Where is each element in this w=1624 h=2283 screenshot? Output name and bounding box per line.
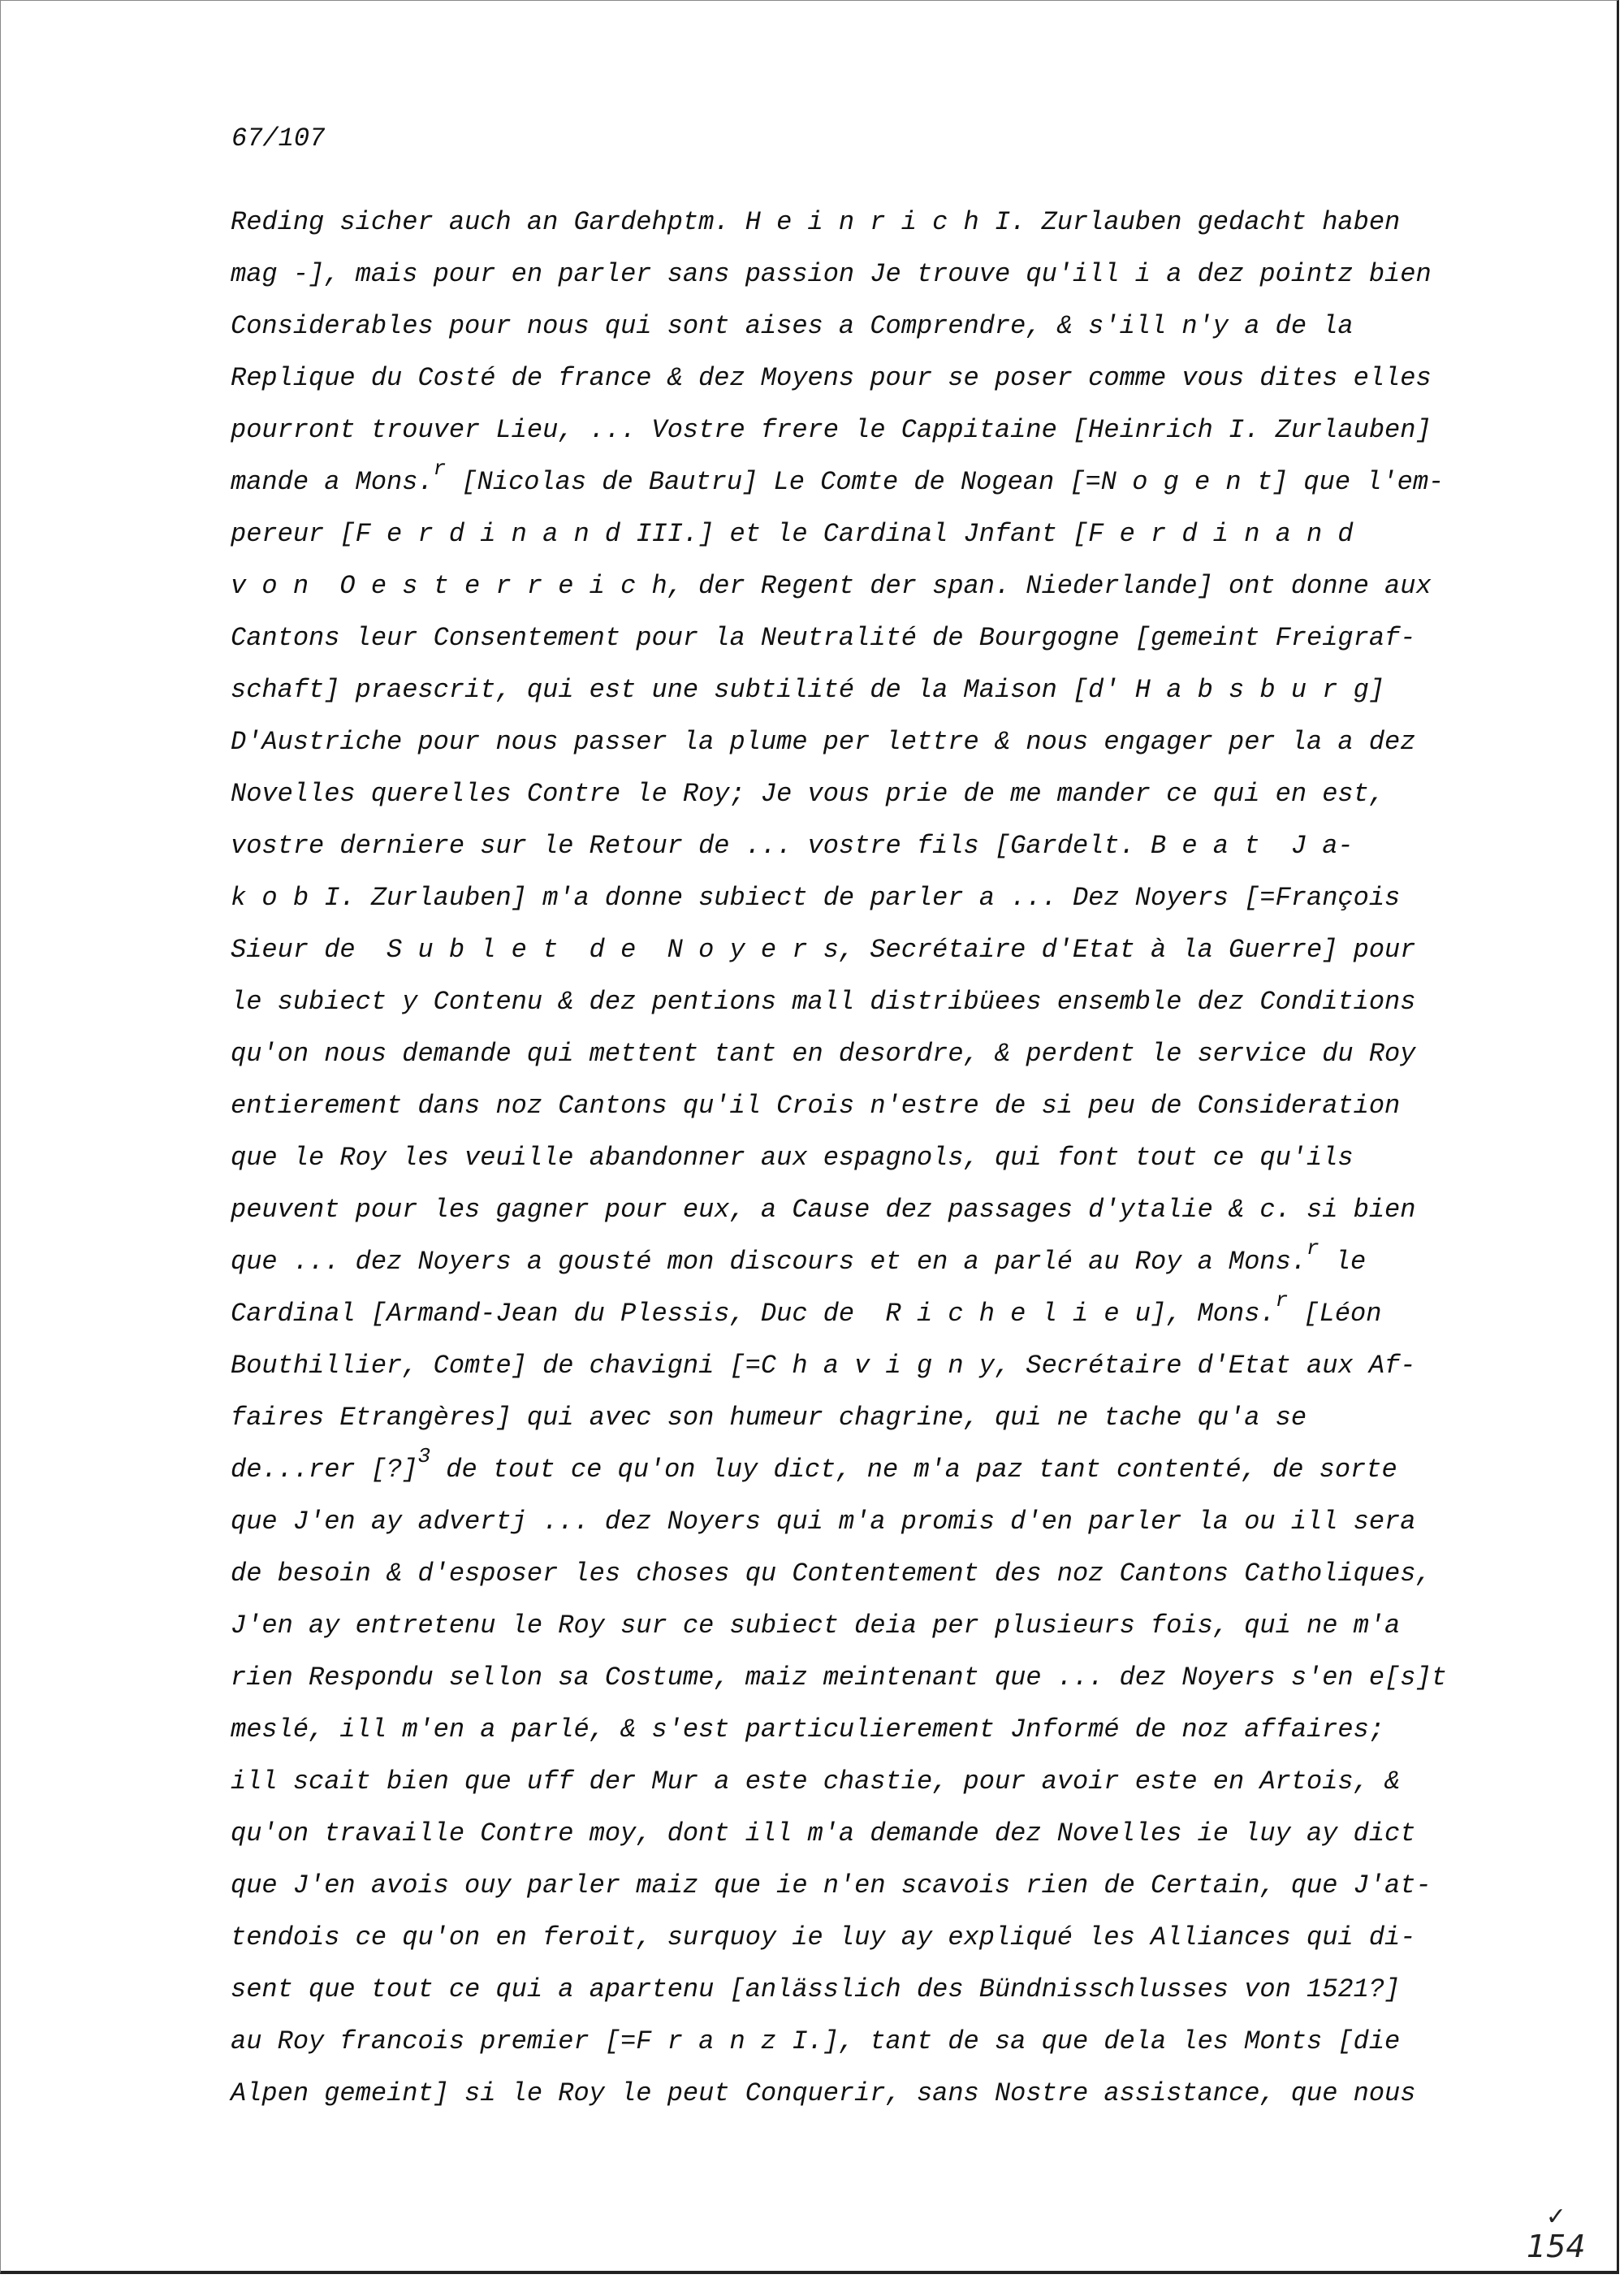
text-line bbox=[231, 508, 1562, 560]
page-number: 67/107 bbox=[231, 123, 326, 153]
text-line bbox=[231, 1860, 1562, 1912]
text-line bbox=[231, 820, 1562, 872]
text-segment: que J'en ay advertj ... dez Noyers qui m'a promis d'en parler la ou ill sera bbox=[231, 1507, 1416, 1537]
text-segment: entierement dans noz Cantons qu'il Crois n'estre de si peu de Consideration bbox=[231, 1091, 1401, 1121]
text-line bbox=[231, 612, 1562, 664]
text-segment: le subiect y Contenu & dez pentions mall distribüees ensemble dez Conditions bbox=[231, 987, 1416, 1017]
text-line bbox=[231, 2068, 1562, 2120]
text-line bbox=[231, 1548, 1562, 1600]
text-segment: Considerables pour nous qui sont aises a Comprendre, & s'ill n'y a de la bbox=[231, 311, 1354, 341]
text-line bbox=[231, 872, 1562, 924]
text-segment: que ... dez Noyers a gousté mon discours et en a parlé au Roy a Mons. bbox=[231, 1247, 1307, 1277]
text-line bbox=[231, 1028, 1562, 1080]
text-segment: pourront trouver Lieu, ... Vostre frere le Cappitaine [Heinrich I. Zurlauben] bbox=[231, 415, 1432, 445]
text-segment: au Roy francois premier [=F r a n z I.], tant de sa que dela les Monts [die bbox=[231, 2026, 1401, 2056]
text-segment: Sieur de S u b l e t d e N o y e r s, Secrétaire d'Etat à la Guerre] pour bbox=[231, 935, 1416, 965]
text-segment: qu'on nous demande qui mettent tant en desordre, & perdent le service du Roy bbox=[231, 1039, 1416, 1069]
text-segment: D'Austriche pour nous passer la plume per lettre & nous engager per la a dez bbox=[231, 727, 1416, 757]
text-line bbox=[231, 352, 1562, 404]
text-line bbox=[231, 664, 1562, 716]
text-line bbox=[231, 924, 1562, 976]
superscript: r bbox=[1307, 1236, 1320, 1260]
text-segment: peuvent pour les gagner pour eux, a Cause dez passages d'ytalie & c. si bien bbox=[231, 1195, 1416, 1225]
text-line bbox=[231, 1236, 1562, 1288]
text-segment: J'en ay entretenu le Roy sur ce subiect deia per plusieurs fois, qui ne m'a bbox=[231, 1611, 1401, 1641]
text-line bbox=[231, 404, 1562, 456]
text-line bbox=[231, 1704, 1562, 1756]
text-segment: rien Respondu sellon sa Costume, maiz meintenant que ... dez Noyers s'en e[s]t bbox=[231, 1663, 1447, 1693]
text-line bbox=[231, 1132, 1562, 1184]
text-line bbox=[231, 716, 1562, 768]
superscript: r bbox=[1275, 1288, 1289, 1312]
text-line bbox=[231, 249, 1562, 301]
text-segment: v o n O e s t e r r e i c h, der Regent der span. Niederlande] ont donne aux bbox=[231, 571, 1432, 601]
text-segment: de...rer [?] bbox=[231, 1455, 418, 1485]
text-segment: faires Etrangères] qui avec son humeur chagrine, qui ne tache qu'a se bbox=[231, 1403, 1307, 1433]
text-segment: Cantons leur Consentement pour la Neutralité de Bourgogne [gemeint Freigraf- bbox=[231, 623, 1416, 653]
text-line bbox=[231, 1340, 1562, 1392]
text-line bbox=[231, 197, 1562, 249]
text-segment: mande a Mons. bbox=[231, 467, 434, 497]
text-line bbox=[231, 1808, 1562, 1860]
text-line bbox=[231, 560, 1562, 612]
text-segment: sent que tout ce qui a apartenu [anlässlich des Bündnisschlusses von 1521?] bbox=[231, 1974, 1401, 2004]
text-segment: schaft] praescrit, qui est une subtilité de la Maison [d' H a b s b u r g] bbox=[231, 675, 1385, 705]
text-line bbox=[231, 2016, 1562, 2068]
text-segment: Bouthillier, Comte] de chavigni [=C h a v i g n y, Secrétaire d'Etat aux Af- bbox=[231, 1351, 1416, 1381]
text-segment: ill scait bien que uff der Mur a este chastie, pour avoir este en Artois, & bbox=[231, 1766, 1401, 1797]
text-line bbox=[231, 1184, 1562, 1236]
text-line bbox=[231, 1392, 1562, 1444]
text-segment: pereur [F e r d i n a n d III.] et le Cardinal Jnfant [F e r d i n a n d bbox=[231, 519, 1354, 549]
text-segment: de tout ce qu'on luy dict, ne m'a paz tant contenté, de sorte bbox=[430, 1455, 1397, 1485]
superscript: 3 bbox=[417, 1444, 431, 1468]
text-line bbox=[231, 1444, 1562, 1496]
text-segment: tendois ce qu'on en feroit, surquoy ie luy ay expliqué les Alliances qui di- bbox=[231, 1922, 1416, 1952]
text-line bbox=[231, 1496, 1562, 1548]
text-line bbox=[231, 1964, 1562, 2016]
text-line bbox=[231, 456, 1562, 508]
text-line bbox=[231, 1912, 1562, 1964]
text-segment: Reding sicher auch an Gardehptm. H e i n r i c h I. Zurlauben gedacht haben bbox=[231, 207, 1401, 237]
text-segment: le bbox=[1319, 1247, 1367, 1277]
text-line bbox=[231, 1600, 1562, 1652]
superscript: r bbox=[433, 456, 447, 481]
text-segment: [Nicolas de Bautru] Le Comte de Nogean [=N o g e n t] que l'em- bbox=[446, 467, 1445, 497]
text-segment: k o b I. Zurlauben] m'a donne subiect de parler a ... Dez Noyers [=François bbox=[231, 883, 1401, 913]
text-line bbox=[231, 1288, 1562, 1340]
text-segment: meslé, ill m'en a parlé, & s'est particulierement Jnformé de noz affaires; bbox=[231, 1714, 1385, 1745]
text-segment: Alpen gemeint] si le Roy le peut Conquerir, sans Nostre assistance, que nous bbox=[231, 2078, 1416, 2108]
check-mark-icon: ✓ bbox=[1545, 2203, 1566, 2231]
text-segment: Cardinal [Armand-Jean du Plessis, Duc de R i c h e l i e u], Mons. bbox=[231, 1299, 1276, 1329]
text-line bbox=[231, 301, 1562, 352]
text-line bbox=[231, 1652, 1562, 1704]
document-body bbox=[231, 197, 1562, 2120]
text-segment: Novelles querelles Contre le Roy; Je vous prie de me mander ce qui en est, bbox=[231, 779, 1385, 809]
text-segment: de besoin & d'esposer les choses qu Contentement des noz Cantons Catholiques, bbox=[231, 1559, 1432, 1589]
text-line bbox=[231, 1080, 1562, 1132]
text-segment: vostre derniere sur le Retour de ... vostre fils [Gardelt. B e a t J a- bbox=[231, 831, 1354, 861]
handwritten-folio bbox=[1527, 2203, 1586, 2264]
text-line bbox=[231, 768, 1562, 820]
text-segment: qu'on travaille Contre moy, dont ill m'a demande dez Novelles ie luy ay dict bbox=[231, 1818, 1416, 1848]
text-segment: que J'en avois ouy parler maiz que ie n'en scavois rien de Certain, que J'at- bbox=[231, 1870, 1432, 1900]
text-line bbox=[231, 1756, 1562, 1808]
text-segment: [Léon bbox=[1288, 1299, 1382, 1329]
folio-number: 154 bbox=[1527, 2229, 1586, 2264]
text-line bbox=[231, 976, 1562, 1028]
text-segment: que le Roy les veuille abandonner aux espagnols, qui font tout ce qu'ils bbox=[231, 1143, 1354, 1173]
text-segment: Replique du Costé de france & dez Moyens pour se poser comme vous dites elles bbox=[231, 363, 1432, 393]
text-segment: mag -], mais pour en parler sans passion Je trouve qu'ill i a dez pointz bien bbox=[231, 259, 1432, 289]
